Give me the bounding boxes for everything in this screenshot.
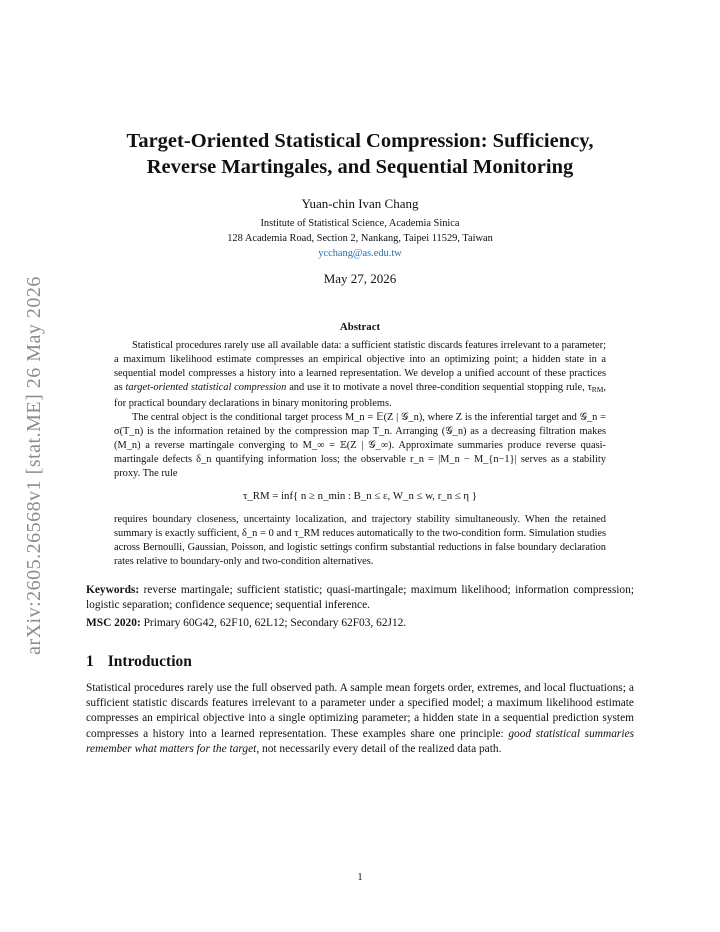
section-title: Introduction [107, 652, 192, 670]
abstract-paragraph: requires boundary closeness, uncertainty localization, and trajectory stability simultaneously. When the retained summary is exactly sufficient, δ_n = 0 and τ_RM reduces automatically to the two-condition form. Simulation studies across Bernoulli, Gaussian, Poisson, and logistic settings confirm substantial reductions in false boundary declaration rates relative to boundary-only and two-condition alternatives. [114, 513, 606, 567]
keywords [86, 583, 634, 613]
author-name: Yuan-chin Ivan Chang [301, 196, 419, 211]
abstract-body [114, 339, 606, 569]
intro-paragraph: Statistical procedures rarely use the full observed path. A sample mean forgets order, extremes, and local fluctuations; a sufficient statistic discards features irrelevant to a parameter under a specified model; a maximum likelihood estimate compresses an empirical objective into a single optimizing parameter; a hidden state in a sequential prediction system compresses a history into a learned representation. These examples share one principle: good statistical summaries remember what matters for the target, not necessarily every detail of the realized data path. [86, 681, 635, 756]
section-number: 1 [86, 652, 94, 670]
abstract-paragraph: Statistical procedures rarely use all available data: a sufficient statistic discards features irrelevant to a parameter; a maximum likelihood estimate compresses an empirical objective into an optimizing point; a hidden state in a sequential model compresses a history into a learned representation. We develop a unified account of these practices as target-oriented statistical compression and use it to motivate a novel three-condition sequential stopping rule, $\tau_{RM}$, for practical boundary declarations in binary monitoring problems. [114, 340, 606, 409]
paper-title: Target-Oriented Statistical Compression: Sufficiency, Reverse Martingales, and Sequential Monitoring [126, 130, 594, 178]
email-link[interactable]: ycchang@as.edu.tw [318, 248, 402, 259]
arxiv-stamp [14, 245, 54, 685]
keywords-label: Keywords: [86, 583, 140, 596]
page-number: 1 [357, 872, 363, 883]
msc-classification [86, 616, 634, 631]
address: 128 Academia Road, Section 2, Nankang, Taipei 11529, Taiwan [227, 233, 493, 244]
abstract-heading: Abstract [339, 321, 381, 333]
paper-date: May 27, 2026 [323, 271, 397, 286]
stopping-rule-equation: τ_RM = inf{ n ≥ n_min : B_n ≤ ε, W_n ≤ w, r_n ≤ η } [243, 489, 477, 502]
section-heading [86, 653, 634, 671]
arxiv-identifier: arXiv:2605.26568v1 [stat.ME] 26 May 2026 [22, 275, 45, 655]
affiliation [86, 216, 634, 261]
msc-label: MSC 2020: [86, 616, 141, 629]
msc-codes: Primary 60G42, 62F10, 62L12; Secondary 62F03, 62J12. [143, 616, 407, 629]
institute: Institute of Statistical Science, Academia Sinica [260, 218, 460, 229]
keywords-list: reverse martingale; sufficient statistic; quasi-martingale; maximum likelihood; information compression; logistic separation; confidence sequence; sequential inference. [86, 583, 634, 611]
abstract-paragraph: The central object is the conditional target process M_n = 𝔼(Z | 𝒢_n), where Z is the inferential target and 𝒢_n = σ(T_n) is the information retained by the compression map T_n. Arranging (𝒢_n) as a decreasing filtration makes (M_n) a reverse martingale converging to M_∞ = 𝔼(Z | 𝒢_∞). Approximate summaries produce reverse quasi-martingale defects δ_n quantifying information loss; the observable r_n = |M_n − M_{n−1}| serves as a stability proxy. The rule [114, 411, 606, 479]
paper-page [86, 128, 634, 757]
